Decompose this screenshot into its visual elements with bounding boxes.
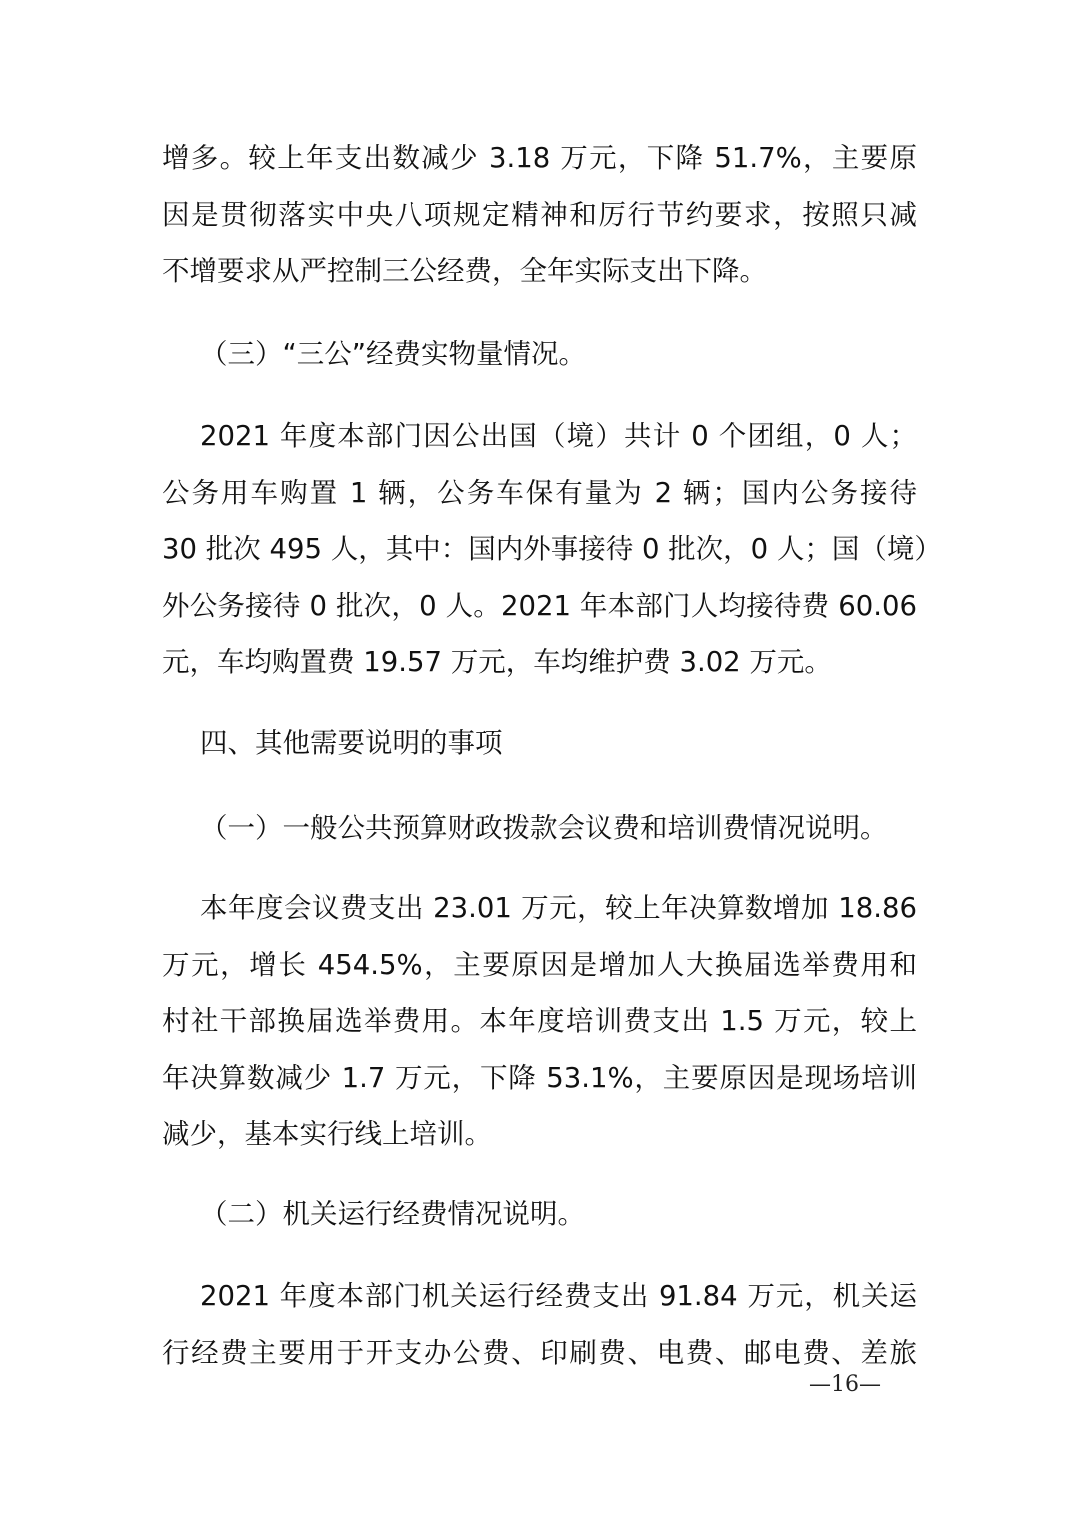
- paragraph-operating-funds-details: [162, 1268, 917, 1381]
- paragraph-line: 2021 年度本部门因公出国（境）共计 0 个团组，0 人；: [200, 420, 917, 452]
- paragraph-physical-quantity-details: [162, 408, 942, 691]
- heading-line: （二）机关运行经费情况说明。: [200, 1198, 585, 1230]
- paragraph-three-public-expense-reason: [162, 130, 917, 300]
- heading-line: （一）一般公共预算财政拨款会议费和培训费情况说明。: [200, 812, 888, 844]
- heading-line: （三）“三公”经费实物量情况。: [200, 338, 586, 370]
- paragraph-line: 减少，基本实行线上培训。: [162, 1118, 492, 1150]
- paragraph-line: 外公务接待 0 批次，0 人。2021 年本部门人均接待费 60.06: [162, 589, 917, 622]
- section-heading-physical-quantity: [162, 326, 917, 383]
- paragraph-line: 公务用车购置 1 辆，公务车保有量为 2 辆；国内公务接待: [162, 476, 917, 509]
- paragraph-line: 因是贯彻落实中央八项规定精神和厉行节约要求，按照只减: [162, 198, 917, 231]
- paragraph-line: 增多。较上年支出数减少 3.18 万元，下降 51.7%，主要原: [162, 142, 917, 174]
- paragraph-line: 行经费主要用于开支办公费、印刷费、电费、邮电费、差旅: [162, 1336, 917, 1369]
- section-heading-meeting-training: [162, 800, 917, 857]
- paragraph-line: 30 批次 495 人，其中：国内外事接待 0 批次，0 人；国（境）: [162, 533, 942, 565]
- paragraph-line: 不增要求从严控制三公经费，全年实际支出下降。: [162, 255, 767, 287]
- paragraph-line: 万元，增长 454.5%，主要原因是增加人大换届选举费用和: [162, 948, 917, 981]
- paragraph-line: 元，车均购置费 19.57 万元，车均维护费 3.02 万元。: [162, 646, 832, 678]
- paragraph-line: 2021 年度本部门机关运行经费支出 91.84 万元，机关运: [200, 1280, 917, 1312]
- paragraph-line: 年决算数减少 1.7 万元，下降 53.1%，主要原因是现场培训: [162, 1061, 917, 1094]
- paragraph-line: 本年度会议费支出 23.01 万元，较上年决算数增加 18.86: [200, 892, 917, 924]
- page-number: —16—: [809, 1372, 881, 1397]
- section-heading-operating-funds: [162, 1186, 917, 1243]
- paragraph-line: 村社干部换届选举费用。本年度培训费支出 1.5 万元，较上: [162, 1005, 917, 1037]
- paragraph-meeting-training-details: [162, 880, 917, 1163]
- heading-line: 四、其他需要说明的事项: [200, 727, 503, 759]
- section-heading-other-matters: [162, 715, 917, 772]
